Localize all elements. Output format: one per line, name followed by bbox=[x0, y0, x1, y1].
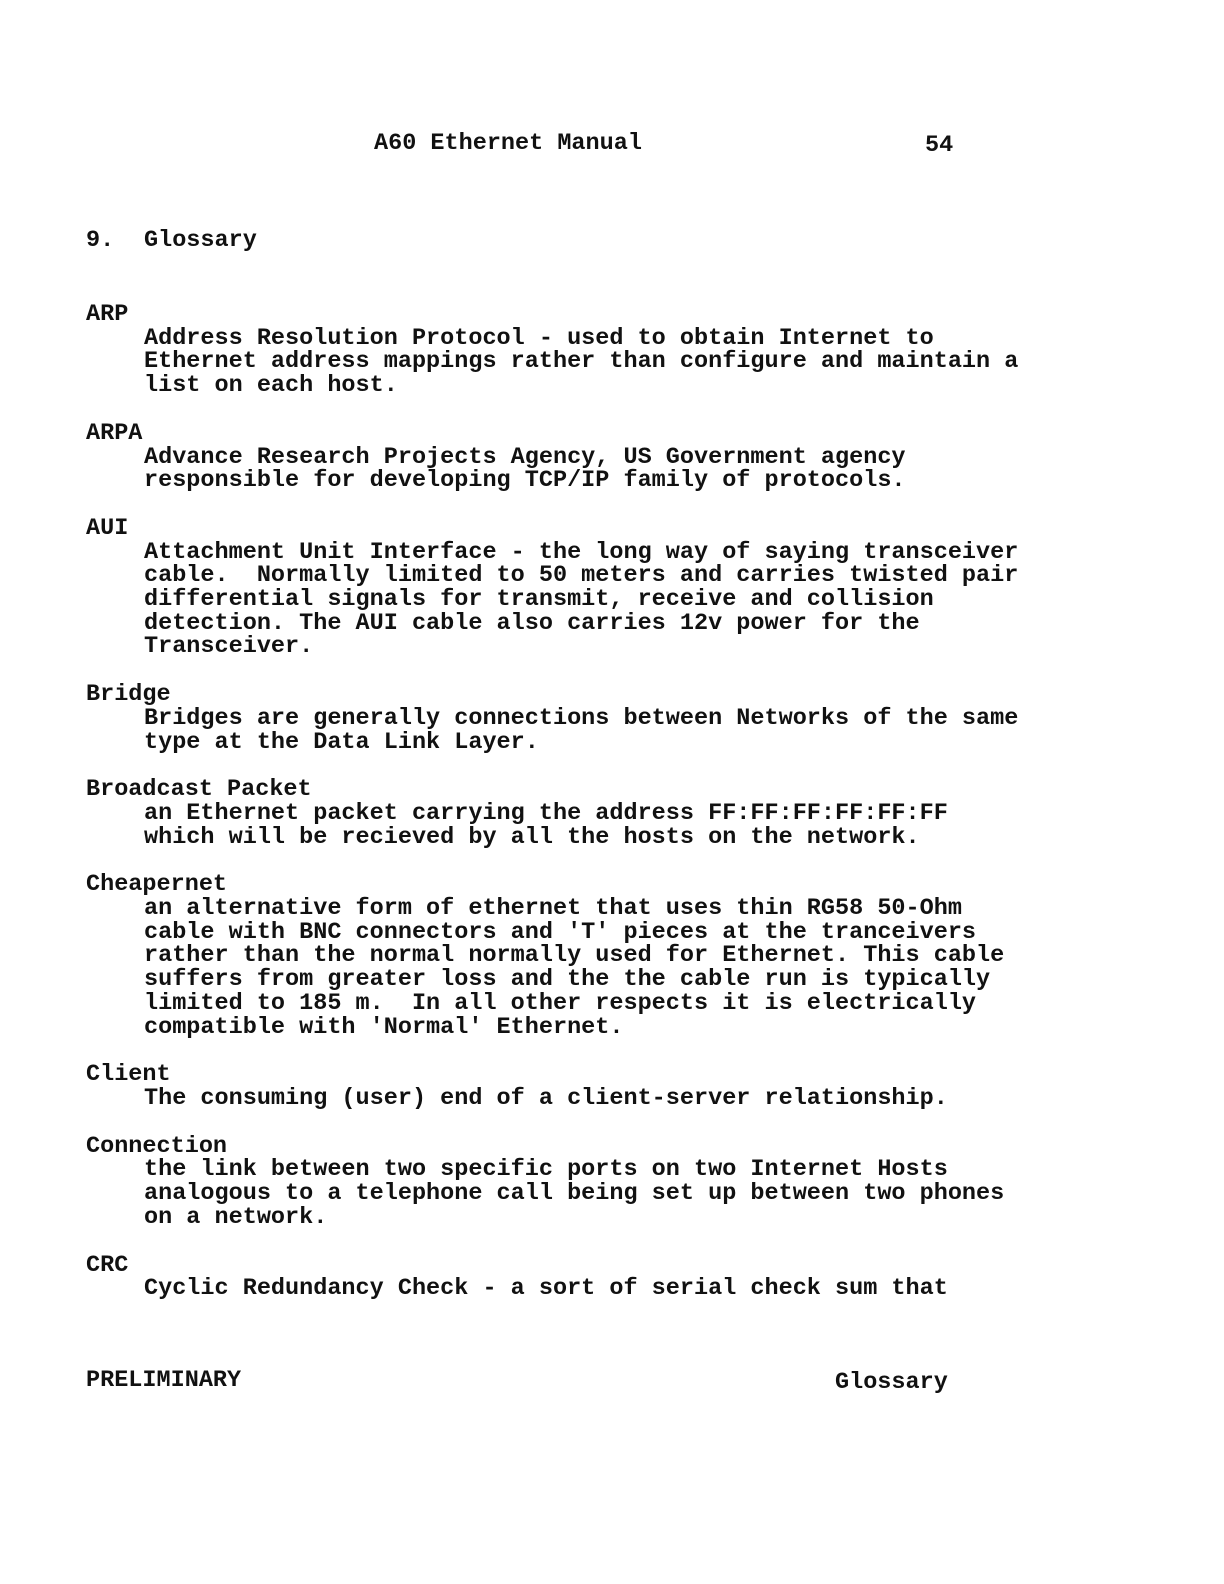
glossary-entry-arpa bbox=[86, 419, 1086, 495]
glossary-definition: the link between two specific ports on two Internet Hosts analogous to a telephone call being set up between two phones on a network. bbox=[144, 1156, 1005, 1231]
glossary-entry-client bbox=[86, 1063, 1086, 1110]
glossary-term: Bridge bbox=[86, 681, 171, 709]
glossary-entry-aui bbox=[86, 514, 1086, 661]
glossary-term: Cheapernet bbox=[86, 871, 228, 899]
section-number: 9. bbox=[86, 227, 115, 254]
section-heading bbox=[86, 229, 257, 253]
glossary-definition: an alternative form of ethernet that uses thin RG58 50-Ohm cable with BNC connectors and 'T' pieces at the tranceivers rather than the normal normally used for Ethernet. This cable suffers from greater loss and the the cable run is typically limited to 185 m. In all other respects it is electrically compatible with 'Normal' Ethernet. bbox=[144, 895, 1005, 1041]
glossary-term: CRC bbox=[86, 1251, 129, 1279]
glossary-term: AUI bbox=[86, 514, 129, 542]
running-title: A60 Ethernet Manual bbox=[374, 130, 642, 157]
glossary-definition: Address Resolution Protocol - used to obtain Internet to Ethernet address mappings rather than configure and maintain a list on each host. bbox=[144, 324, 1019, 400]
page-number: 54 bbox=[925, 132, 954, 159]
glossary-definition: an Ethernet packet carrying the address FF:FF:FF:FF:FF:FF which will be recieved by all the hosts on the network. bbox=[144, 799, 948, 851]
glossary-entry-arp bbox=[86, 303, 1086, 398]
glossary-definition: Advance Research Projects Agency, US Government agency responsible for developing TCP/IP family of protocols. bbox=[144, 443, 906, 495]
glossary-term: Client bbox=[86, 1061, 171, 1089]
glossary-term: Connection bbox=[86, 1132, 228, 1160]
glossary-entry-cheapernet bbox=[86, 873, 1086, 1039]
glossary-definition: Attachment Unit Interface - the long way of saying transceiver cable. Normally limited to 50 meters and carries twisted pair differential signals for transmit, receive and collision detection. The AUI cable also carries 12v power for the Transceiver. bbox=[144, 538, 1019, 661]
footer-status: PRELIMINARY bbox=[86, 1367, 242, 1394]
glossary-term: ARP bbox=[86, 301, 129, 328]
glossary-entry-bridge bbox=[86, 683, 1086, 754]
glossary-definition: The consuming (user) end of a client-server relationship. bbox=[144, 1084, 948, 1112]
footer-section: Glossary bbox=[835, 1369, 948, 1396]
glossary-term: Broadcast Packet bbox=[86, 776, 312, 804]
glossary-definition: Cyclic Redundancy Check - a sort of serial check sum that bbox=[144, 1275, 948, 1303]
section-title: Glossary bbox=[144, 227, 257, 254]
glossary-entry-crc bbox=[86, 1251, 1086, 1303]
glossary-list bbox=[86, 303, 1086, 1301]
glossary-entry-broadcast-packet bbox=[86, 778, 1086, 849]
glossary-entry-connection bbox=[86, 1132, 1086, 1231]
glossary-term: ARPA bbox=[86, 419, 143, 447]
glossary-definition: Bridges are generally connections between Networks of the same type at the Data Link Layer. bbox=[144, 704, 1019, 756]
